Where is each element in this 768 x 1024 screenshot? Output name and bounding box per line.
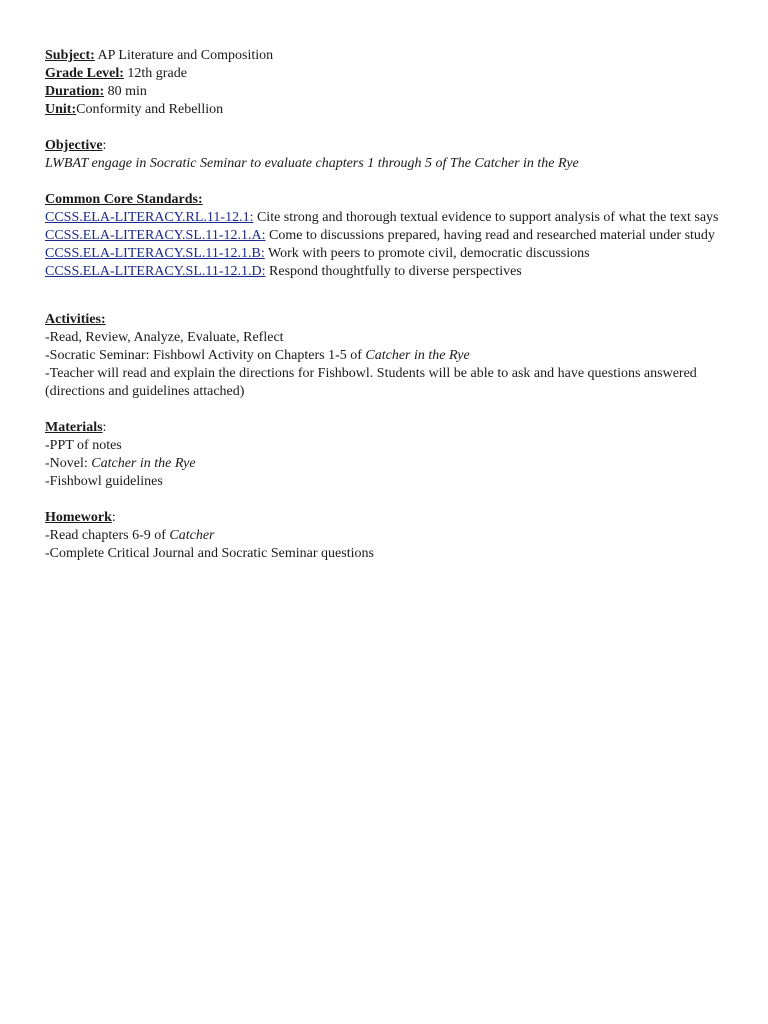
- spacer: [45, 491, 725, 509]
- standard-item: [45, 263, 725, 281]
- standard-link-sl-11-12-1-b[interactable]: CCSS.ELA-LITERACY.SL.11-12.1.B:: [45, 246, 265, 261]
- material-item: -Fishbowl guidelines: [45, 474, 163, 489]
- subject-label: Subject:: [45, 48, 95, 63]
- spacer: [45, 401, 725, 419]
- standard-item: [45, 227, 725, 245]
- objective-heading-colon: :: [102, 138, 107, 153]
- objective-heading-text: Objective: [45, 138, 103, 153]
- lesson-plan-document: [45, 47, 725, 563]
- standard-link-sl-11-12-1-d[interactable]: CCSS.ELA-LITERACY.SL.11-12.1.D:: [45, 264, 266, 279]
- homework-heading-colon: :: [111, 510, 116, 525]
- homework-heading-text: Homework: [45, 510, 112, 525]
- spacer: [45, 173, 725, 191]
- activity-item-text: -Socratic Seminar: Fishbowl Activity on Chapters 1-5 of: [45, 348, 366, 363]
- homework-item: [45, 527, 725, 545]
- homework-item: -Complete Critical Journal and Socratic Seminar questions: [45, 546, 374, 561]
- homework-item-title: Catcher: [169, 528, 215, 543]
- standards-heading: [45, 191, 725, 209]
- activity-item: -Read, Review, Analyze, Evaluate, Reflect: [45, 330, 284, 345]
- standard-link-rl-11-12-1[interactable]: CCSS.ELA-LITERACY.RL.11-12.1:: [45, 210, 254, 225]
- materials-heading-text: Materials: [45, 420, 103, 435]
- activities-heading-text: Activities:: [45, 312, 106, 327]
- duration-label: Duration:: [45, 84, 105, 99]
- materials-heading: [45, 419, 725, 437]
- standard-description: Respond thoughtfully to diverse perspectives: [265, 264, 522, 279]
- subject-line: [45, 47, 725, 65]
- subject-value: AP Literature and Composition: [94, 48, 274, 63]
- objective-text-body: LWBAT engage in Socratic Seminar to evaluate chapters 1 through 5 of: [45, 156, 450, 171]
- grade-level-label: Grade Level:: [45, 66, 124, 81]
- homework-heading: [45, 509, 725, 527]
- unit-line: [45, 101, 725, 119]
- material-item: -PPT of notes: [45, 438, 122, 453]
- standard-link-sl-11-12-1-a[interactable]: CCSS.ELA-LITERACY.SL.11-12.1.A:: [45, 228, 266, 243]
- activity-item-title: Catcher in the Rye: [365, 348, 470, 363]
- unit-value: Conformity and Rebellion: [76, 102, 224, 117]
- standard-description: Come to discussions prepared, having read and researched material under study: [265, 228, 715, 243]
- objective-heading: [45, 137, 725, 155]
- activity-item: [45, 347, 725, 365]
- material-item: [45, 455, 725, 473]
- standards-heading-text: Common Core Standards:: [45, 192, 203, 207]
- duration-value: 80 min: [104, 84, 147, 99]
- activity-item: -Teacher will read and explain the directions for Fishbowl. Students will be able to ask and have questions answered (directions and guidelines attached): [45, 366, 697, 399]
- material-item-title: Catcher in the Rye: [91, 456, 196, 471]
- standard-item: [45, 209, 725, 227]
- duration-line: [45, 83, 725, 101]
- materials-heading-colon: :: [102, 420, 107, 435]
- objective-title-ref: The Catcher in the Rye: [449, 156, 579, 171]
- grade-level-line: [45, 65, 725, 83]
- activities-heading: [45, 311, 725, 329]
- objective-text: [45, 155, 725, 173]
- homework-item-text: -Read chapters 6-9 of: [45, 528, 170, 543]
- standard-description: Cite strong and thorough textual evidence to support analysis of what the text says: [253, 210, 719, 225]
- standard-item: [45, 245, 725, 263]
- standard-description: Work with peers to promote civil, democratic discussions: [264, 246, 590, 261]
- unit-label: Unit:: [45, 102, 77, 117]
- spacer: [45, 281, 725, 311]
- material-item-text: -Novel:: [45, 456, 92, 471]
- grade-level-value: 12th grade: [123, 66, 187, 81]
- spacer: [45, 119, 725, 137]
